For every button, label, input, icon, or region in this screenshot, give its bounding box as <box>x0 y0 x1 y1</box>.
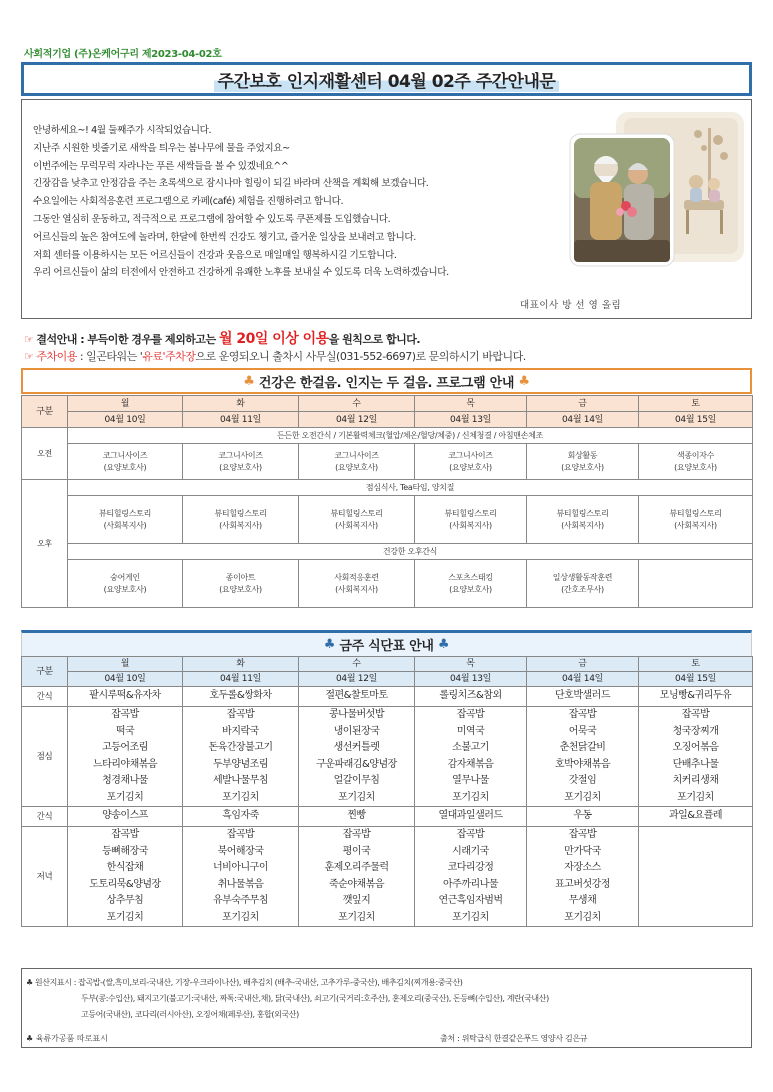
cell-line: 포기김치 <box>222 791 259 803</box>
letter-line: 어르신들의 높은 참여도에 놀라며, 한달에 한번씩 건강도 챙기고, 즐거운 일상을 보내려고 합니다. <box>33 231 416 243</box>
clover-icon: ♣ <box>323 637 340 652</box>
dinner-cell <box>299 827 415 927</box>
snack-cell: 롤링치즈&참외 <box>415 687 527 707</box>
cell-line: 뷰티힐링스토리 <box>444 508 497 518</box>
date-header: 04월 13일 <box>415 412 527 428</box>
day-header: 월 <box>68 396 183 412</box>
cell-line: 포기김치 <box>564 791 601 803</box>
cell-line: 미역국 <box>456 725 485 737</box>
date-header: 04월 11일 <box>183 672 299 687</box>
letter-line: 그동안 열심히 운동하고, 적극적으로 프로그램에 참여할 수 있도록 쿠폰제를 도입했습니다. <box>33 213 391 225</box>
lunch-cell <box>299 707 415 807</box>
afternoon-snack-routine: 건강한 오후간식 <box>68 544 753 560</box>
date-header: 04월 15일 <box>639 672 753 687</box>
cell-line: 콩나물버섯밥 <box>329 709 384 720</box>
cell-line: 종이아트 <box>225 572 256 582</box>
signature: 대표이사 방 선 영 올림 <box>520 300 622 311</box>
cell-line: 표고버섯강정 <box>555 878 610 890</box>
cell-line: 뷰티힐링스토리 <box>99 508 151 518</box>
afternoon-label: 오후 <box>22 480 68 608</box>
cell-line: 얼갈이무침 <box>333 775 380 786</box>
cell-line: 결석안내 : 부득이한 경우를 제외하고는 <box>36 333 219 346</box>
dinner-cell <box>415 827 527 927</box>
cell-line: 포기김치 <box>677 791 714 803</box>
cell-line: 연근흑임자범벅 <box>438 895 503 906</box>
parking-notice <box>24 348 526 364</box>
day-header: 화 <box>183 396 299 412</box>
date-header: 04월 13일 <box>415 672 527 687</box>
cell-line: 유부숙주무침 <box>213 895 268 906</box>
cell-line: 소불고기 <box>452 742 489 753</box>
menu-source: 출처 : 위탁급식 한결같은푸드 영양사 김은규 <box>440 1034 588 1043</box>
cell-line: 잡곡밥 <box>111 829 139 840</box>
cell-line: 건강은 한걸음. 인지는 두 걸음. 프로그램 안내 <box>258 375 515 391</box>
cell-line: 만가닥국 <box>564 845 601 857</box>
dinner-cell <box>527 827 639 927</box>
date-header: 04월 14일 <box>527 672 639 687</box>
cell-line: 코다리강정 <box>447 862 494 873</box>
cell-line: 떡국 <box>115 725 135 737</box>
cell-line: 감자채볶음 <box>447 758 494 770</box>
snack-cell: 양송이스프 <box>68 807 183 827</box>
program-cell <box>299 444 415 480</box>
cell-line: 뷰티힐링스토리 <box>669 508 722 518</box>
date-header: 04월 10일 <box>68 672 183 687</box>
cell-line: 훈제오리주물럭 <box>324 862 389 873</box>
program-cell <box>68 560 183 608</box>
cell-line: 돈육간장불고기 <box>208 742 273 753</box>
cell-line: 잡곡밥 <box>456 709 485 720</box>
absence-notice <box>24 328 420 348</box>
meal-table <box>21 656 753 927</box>
snack-label: 간식 <box>22 807 68 827</box>
lunch-routine: 점심식사, Tea타임, 양치질 <box>68 480 753 496</box>
page-title: 주간보호 인지재활센터 04월 02주 주간안내문 <box>214 67 560 92</box>
snack-cell: 단호박샐러드 <box>527 687 639 707</box>
lunch-label: 점심 <box>22 707 68 807</box>
cell-line: 코그니사이즈 <box>334 450 379 460</box>
cell-line: 북어해장국 <box>217 845 264 857</box>
cell-line: 포기김치 <box>564 911 601 923</box>
day-header: 토 <box>639 657 753 672</box>
cell-line: (사회복지사) <box>335 520 378 530</box>
dinner-cell <box>68 827 183 927</box>
snack-cell: 절편&찰토마토 <box>299 687 415 707</box>
cell-line: (요양보호사) <box>561 462 604 472</box>
letter-line: 안녕하세요~! 4월 둘째주가 시작되었습니다. <box>33 125 212 136</box>
cell-line: 스포츠스태킹 <box>448 572 493 582</box>
cell-line: 코그니사이즈 <box>102 450 148 460</box>
cell-line: 색종이자수 <box>676 450 715 460</box>
meat-note: ♣ 육류가공품 따로표시 <box>26 1034 108 1043</box>
cell-line: 구운파래김&양념장 <box>316 758 397 770</box>
cell-line: 잡곡밥 <box>111 709 139 720</box>
cell-line: 갓절임 <box>568 775 597 786</box>
cell-line: 무생채 <box>568 895 597 906</box>
day-header: 월 <box>68 657 183 672</box>
lunch-cell <box>415 707 527 807</box>
cell-line: 주차이용 <box>36 350 77 363</box>
day-header: 화 <box>183 657 299 672</box>
cell-line: (사회복지사) <box>561 520 604 530</box>
snack-cell: 열대과일샐러드 <box>415 807 527 827</box>
cell-line: 단배추나물 <box>672 758 719 770</box>
cell-line: 세발나물무침 <box>213 775 268 786</box>
letter-line: 지난주 시원한 빗줄기로 새싹을 틔우는 봄나무에 물을 주었지요~ <box>33 142 290 154</box>
lunch-cell <box>68 707 183 807</box>
cell-line: 뷰티힐링스토리 <box>214 508 267 518</box>
cell-line: (요양보호사) <box>449 584 492 594</box>
program-cell <box>415 496 527 544</box>
program-cell <box>183 496 299 544</box>
cell-line: 잡곡밥 <box>226 829 255 840</box>
program-table <box>21 395 753 608</box>
cell-line: 유료'주차장 <box>142 350 196 363</box>
cell-line: 시래기국 <box>452 845 489 857</box>
day-header: 토 <box>639 396 753 412</box>
elderly-couple-photo <box>568 108 746 268</box>
cell-line: 상추무침 <box>106 895 144 906</box>
cell-line: 포기김치 <box>338 911 375 923</box>
clover-icon: ♣ <box>433 637 450 652</box>
snack-cell: 호두롤&쌍화차 <box>183 687 299 707</box>
cell-line: 포기김치 <box>452 911 489 923</box>
greeting-letter <box>33 122 593 282</box>
cell-line: 으로 운영되오니 출차시 사무실(031-552-6697)로 문의하시기 바랍니다. <box>195 350 526 363</box>
cell-line: 한식잡채 <box>106 862 144 873</box>
cell-line: (요양보호사) <box>449 462 492 472</box>
program-cell <box>299 496 415 544</box>
day-header: 금 <box>527 657 639 672</box>
cell-line: 을 원칙으로 합니다. <box>328 333 421 346</box>
day-header: 수 <box>299 657 415 672</box>
cell-line: 잡곡밥 <box>342 829 371 840</box>
dinner-cell <box>183 827 299 927</box>
lunch-cell <box>527 707 639 807</box>
cell-line: 등뼈해장국 <box>102 845 148 857</box>
cell-line: 어묵국 <box>568 725 597 737</box>
cell-line: : 일곤타워는 ' <box>76 350 143 363</box>
clover-icon: ♣ <box>243 373 259 389</box>
pointing-hand-icon: ☞ <box>24 333 34 346</box>
cell-line: 포기김치 <box>222 911 259 923</box>
menu-section-header <box>21 630 752 656</box>
program-cell <box>299 560 415 608</box>
cell-line: (간호조무사) <box>561 584 604 594</box>
title-box <box>21 62 752 96</box>
cell-line: 평이국 <box>342 845 371 857</box>
cell-line: 잡곡밥 <box>568 709 597 720</box>
cell-line: 뷰티힐링스토리 <box>556 508 609 518</box>
program-cell <box>527 496 639 544</box>
day-header: 수 <box>299 396 415 412</box>
program-cell <box>68 444 183 480</box>
date-header: 04월 14일 <box>527 412 639 428</box>
cell-line: 도토리묵&양념장 <box>89 878 161 890</box>
cell-line: 자장소스 <box>564 862 601 873</box>
date-header: 04월 15일 <box>639 412 753 428</box>
cell-line: 코그니사이즈 <box>218 450 263 460</box>
day-header: 금 <box>527 396 639 412</box>
cell-line: 사회적응훈련 <box>334 572 379 582</box>
program-cell <box>183 444 299 480</box>
letter-line: 수요일에는 사회적응훈련 프로그램으로 카페(café) 체험을 진행하려고 합니다. <box>33 196 344 208</box>
cell-line: 호박야채볶음 <box>555 758 610 770</box>
snack-cell: 팥시루떡&유자차 <box>68 687 183 707</box>
cell-line: 취나물볶음 <box>217 878 264 890</box>
cell-line: 냉이된장국 <box>333 725 380 737</box>
cell-line: 일상생활동작훈련 <box>552 572 613 582</box>
cell-line: 너비아니구이 <box>213 862 268 873</box>
day-header: 목 <box>415 657 527 672</box>
cell-line: 금주 식단표 안내 <box>339 639 434 654</box>
snack-cell: 흑임자죽 <box>183 807 299 827</box>
pointing-hand-icon: ☞ <box>24 350 34 363</box>
cell-line: 두부양념조림 <box>213 758 268 770</box>
cell-line: 청경채나물 <box>102 775 148 786</box>
clover-icon: ♣ <box>514 373 530 389</box>
snack-label: 간식 <box>22 687 68 707</box>
program-cell <box>639 496 753 544</box>
cell-line: 숭어게인 <box>110 572 140 582</box>
cell-line: (요양보호사) <box>219 462 262 472</box>
cell-line: 깻잎지 <box>342 895 371 906</box>
date-header: 04월 12일 <box>299 412 415 428</box>
cell-line: 고등어조림 <box>102 742 148 753</box>
gubun-header: 구분 <box>22 396 68 428</box>
cell-line: 포기김치 <box>338 791 375 803</box>
letter-line: 이번주에는 무럭무럭 자라나는 푸른 새싹들을 볼 수 있겠네요^^ <box>33 160 289 172</box>
cell-line: 코그니사이즈 <box>448 450 493 460</box>
origin-line: 고등어(국내산), 코다리(러시아산), 오징어채(페루산), 홍합(외국산) <box>81 1010 299 1019</box>
cell-line: 오징어볶음 <box>672 742 719 753</box>
cell-line: 아주까리나물 <box>443 878 498 890</box>
program-cell <box>68 496 183 544</box>
date-header: 04월 12일 <box>299 672 415 687</box>
cell-line: (사회복지사) <box>219 520 262 530</box>
cell-line: 포기김치 <box>106 791 144 803</box>
cell-line: 잡곡밥 <box>681 709 710 720</box>
cell-line: (사회복지사) <box>449 520 492 530</box>
program-cell <box>415 444 527 480</box>
cell-line: 춘천닭갈비 <box>559 742 606 753</box>
cell-line: (요양보호사) <box>219 584 262 594</box>
letter-line: 저희 센터를 이용하시는 모든 어르신들이 건강과 웃음으로 매일매일 행복하시길 기도합니다. <box>33 249 397 261</box>
program-cell <box>639 560 753 608</box>
letter-line: 우리 어르신들이 삶의 터전에서 안전하고 건강하게 유쾌한 노후를 보내실 수 있도록 더욱 노력하겠습니다. <box>33 267 449 279</box>
dinner-cell <box>639 827 753 927</box>
lunch-cell <box>183 707 299 807</box>
snack-cell: 모닝빵&귀리두유 <box>639 687 753 707</box>
origin-line: ♣ 원산지표시 : 잡곡밥-(쌀,흑미,보리-국내산, 기장-우크라이나산), 배추김치 (배추-국내산, 고추가루-중국산), 배추김치(찌개용:중국산) <box>26 978 463 987</box>
program-section-header <box>21 368 752 394</box>
program-cell <box>527 444 639 480</box>
cell-line: 느타리야채볶음 <box>92 758 158 770</box>
cell-line: 청국장찌개 <box>672 725 719 737</box>
cell-line: (사회복지사) <box>335 584 378 594</box>
lunch-cell <box>639 707 753 807</box>
cell-line: 잡곡밥 <box>568 829 597 840</box>
snack-cell: 과일&요플레 <box>639 807 753 827</box>
cell-line: (사회복지사) <box>103 520 147 530</box>
cell-line: 포기김치 <box>106 911 144 923</box>
cell-line: (요양보호사) <box>335 462 378 472</box>
document-number: 사회적기업 (주)온케어구리 제2023-04-02호 <box>24 49 222 60</box>
dinner-label: 저녁 <box>22 827 68 927</box>
cell-line: 치커리생채 <box>672 775 719 786</box>
origin-line: 두부(콩:수입산), 돼지고기(불고기:국내산, 짜톡:국내산,채), 닭(국내산), 쇠고기(국거리:호주산), 훈제오리(중국산), 돈등뼈(수입산), 계란(국내산) <box>81 994 549 1003</box>
date-header: 04월 11일 <box>183 412 299 428</box>
cell-line: 잡곡밥 <box>226 709 255 720</box>
program-cell <box>415 560 527 608</box>
attendance-highlight: 월 20일 이상 이용 <box>218 331 329 347</box>
cell-line: 잡곡밥 <box>456 829 485 840</box>
cell-line: (사회복지사) <box>674 520 717 530</box>
origin-labeling <box>26 975 549 1023</box>
letter-line: 긴장감을 낮추고 안정감을 주는 초록색으로 잠시나마 힐링이 되길 바라며 산책을 계획해 보겠습니다. <box>33 178 429 190</box>
cell-line: 열무나물 <box>452 775 489 786</box>
cell-line: (요양보호사) <box>103 584 147 594</box>
program-cell <box>183 560 299 608</box>
morning-routine: 든든한 오전간식 / 기본활력체크(혈압/체온/혈당/체중) / 신체청결 / 아침맨손체조 <box>68 428 753 444</box>
cell-line: 죽순야채볶음 <box>329 878 384 890</box>
cell-line: 뷰티힐링스토리 <box>330 508 383 518</box>
snack-cell: 찐빵 <box>299 807 415 827</box>
cell-line: 포기김치 <box>452 791 489 803</box>
program-cell <box>639 444 753 480</box>
cell-line: 회상활동 <box>567 450 598 460</box>
date-header: 04월 10일 <box>68 412 183 428</box>
morning-label: 오전 <box>22 428 68 480</box>
cell-line: (요양보호사) <box>674 462 717 472</box>
snack-cell: 우동 <box>527 807 639 827</box>
gubun-header: 구분 <box>22 657 68 687</box>
day-header: 목 <box>415 396 527 412</box>
cell-line: 바지락국 <box>222 725 259 737</box>
program-cell <box>527 560 639 608</box>
cell-line: 생선커틀렛 <box>333 742 380 753</box>
cell-line: (요양보호사) <box>103 462 147 472</box>
